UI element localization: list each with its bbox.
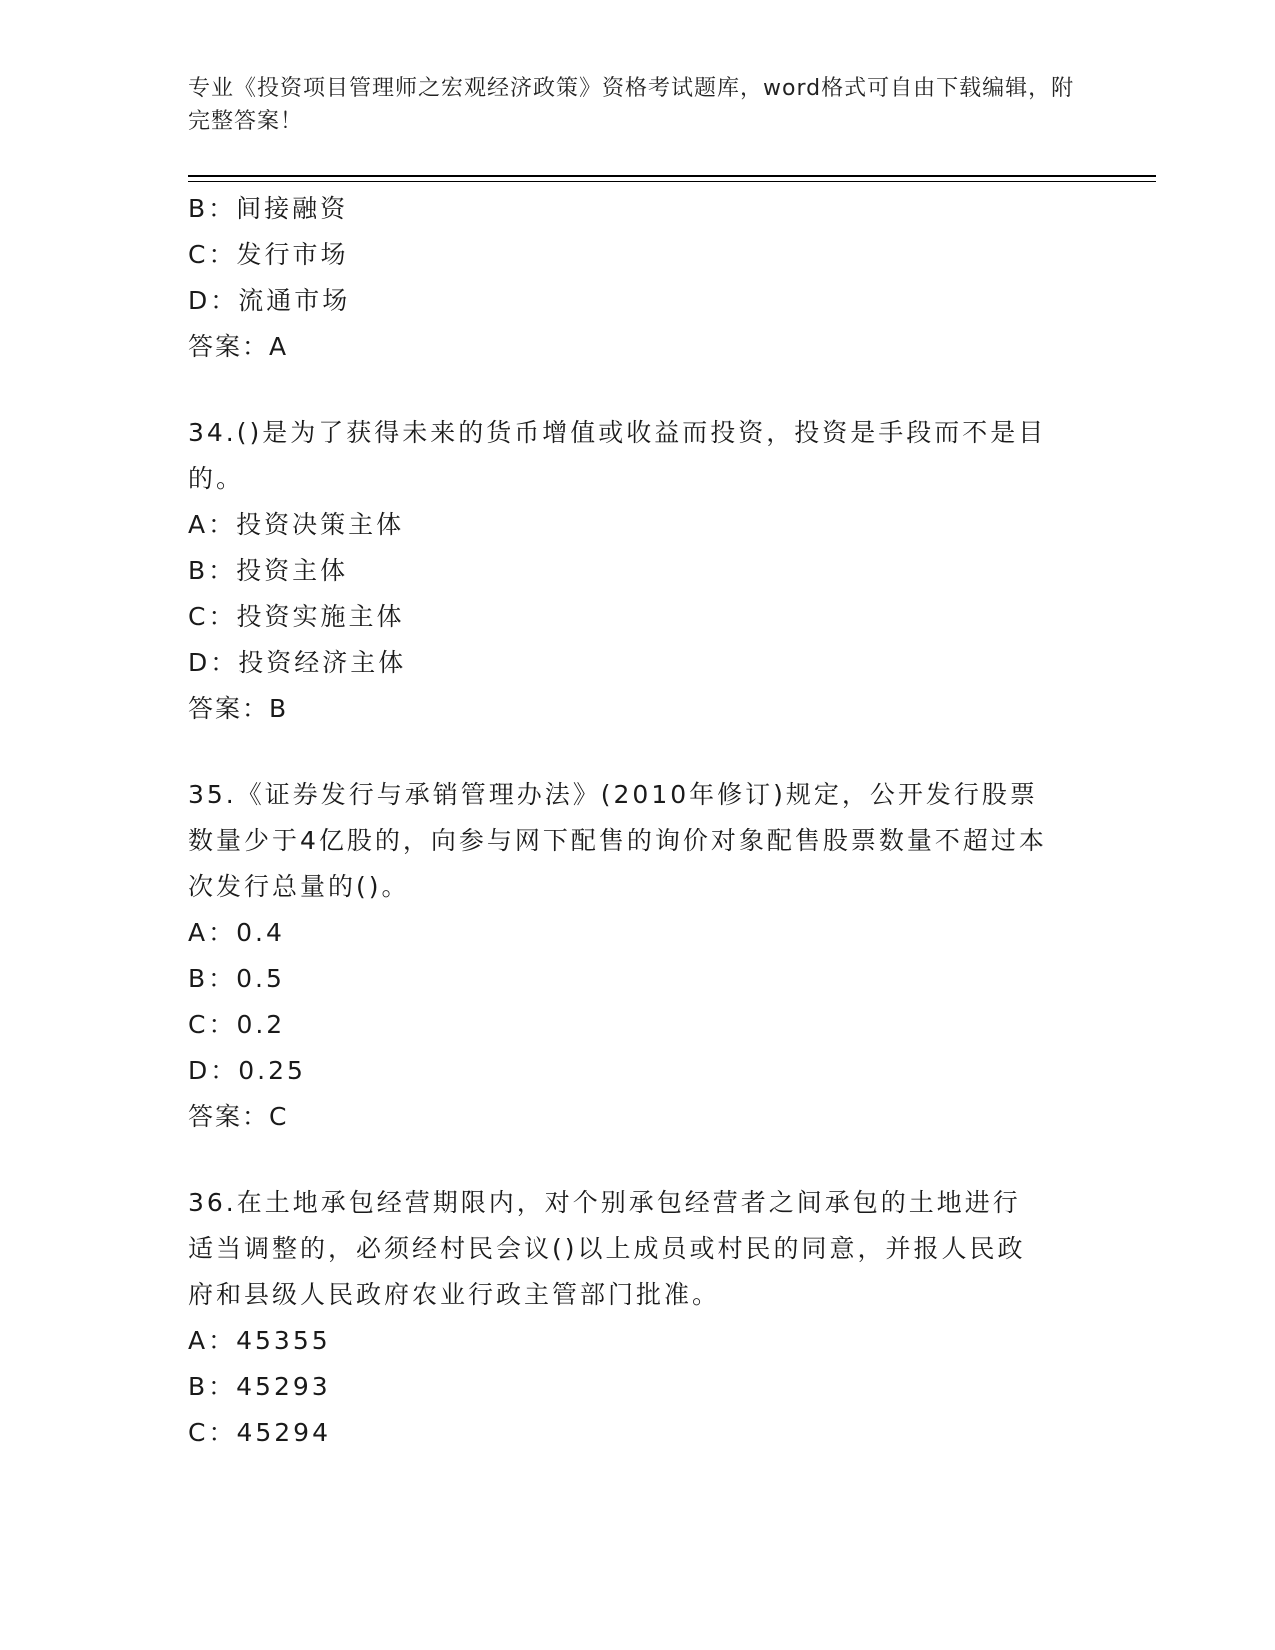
- header-title: 专业《投资项目管理师之宏观经济政策》资格考试题库，word格式可自由下载编辑，附完整答案！: [188, 76, 1075, 134]
- option-d: D：流通市场: [188, 286, 351, 315]
- answer-line: 答案：C: [188, 1102, 289, 1131]
- answer-line: 答案：B: [188, 694, 289, 723]
- question-35: [188, 772, 1088, 1140]
- option-c: C：发行市场: [188, 240, 349, 269]
- question-stem: 34.()是为了获得未来的货币增值或收益而投资，投资是手段而不是目的。: [188, 418, 1047, 493]
- header-divider: [188, 175, 1156, 177]
- option-c: C：投资实施主体: [188, 602, 405, 631]
- question-list: [188, 186, 1088, 1456]
- question-34: [188, 410, 1088, 732]
- option-b: B：投资主体: [188, 556, 349, 585]
- option-a: A：0.4: [188, 918, 285, 947]
- answer-line: 答案：A: [188, 332, 289, 361]
- option-b: B：间接融资: [188, 194, 349, 223]
- page-header: [188, 72, 1088, 138]
- continued-question: [188, 186, 1088, 370]
- question-36: [188, 1180, 1088, 1456]
- option-b: B：45293: [188, 1372, 331, 1401]
- option-d: D：0.25: [188, 1056, 306, 1085]
- question-stem: 35.《证券发行与承销管理办法》(2010年修订)规定，公开发行股票数量少于4亿股的，向参与网下配售的询价对象配售股票数量不超过本次发行总量的()。: [188, 780, 1047, 901]
- option-b: B：0.5: [188, 964, 285, 993]
- header-divider-thin: [188, 181, 1156, 182]
- option-d: D：投资经济主体: [188, 648, 407, 677]
- option-a: A：投资决策主体: [188, 510, 405, 539]
- option-c: C：0.2: [188, 1010, 286, 1039]
- question-stem: 36.在土地承包经营期限内，对个别承包经营者之间承包的土地进行适当调整的，必须经村民会议()以上成员或村民的同意，并报人民政府和县级人民政府农业行政主管部门批准。: [188, 1188, 1026, 1309]
- option-a: A：45355: [188, 1326, 331, 1355]
- option-c: C：45294: [188, 1418, 331, 1447]
